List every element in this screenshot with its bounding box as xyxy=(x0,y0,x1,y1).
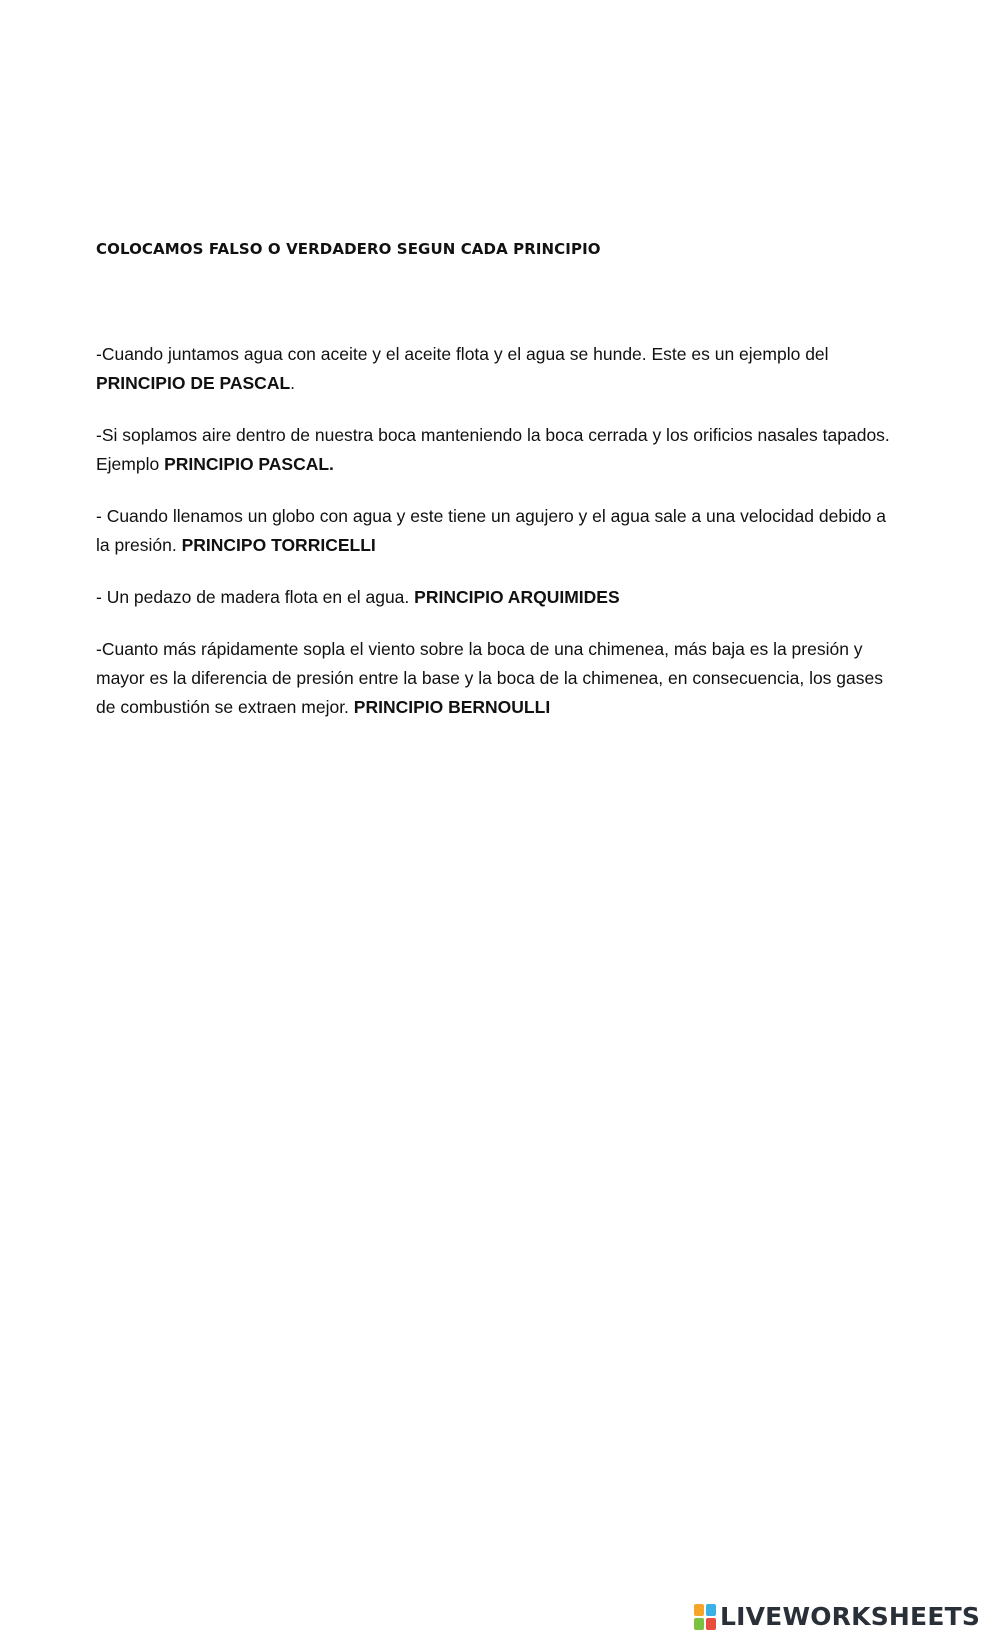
statement-4 xyxy=(96,583,896,612)
logo-block-v xyxy=(694,1618,704,1630)
logo-wordmark: LIVEWORKSHEETS xyxy=(720,1602,981,1631)
logo-block-i xyxy=(706,1604,716,1616)
statement-3 xyxy=(96,502,896,560)
liveworksheets-logo xyxy=(694,1603,980,1631)
statement-list xyxy=(96,340,896,745)
statement-text: -Si soplamos aire dentro de nuestra boca manteniendo la boca cerrada y los orificios nasales tapados. Ejemplo xyxy=(96,425,890,474)
statement-principle: PRINCIPO TORRICELLI xyxy=(181,535,376,555)
logo-block-e xyxy=(706,1618,716,1630)
statement-text: -Cuanto más rápidamente sopla el viento sobre la boca de una chimenea, más baja es la presión y mayor es la diferencia de presión entre la base y la boca de la chimenea, en consecuencia, los gases de combustión se extraen mejor. xyxy=(96,639,883,717)
statement-text: -Cuando juntamos agua con aceite y el aceite flota y el agua se hunde. Este es un ejemplo del xyxy=(96,344,829,364)
statement-principle: PRINCIPIO DE PASCAL xyxy=(96,373,291,393)
statement-5 xyxy=(96,635,896,722)
statement-principle: PRINCIPIO BERNOULLI xyxy=(353,697,551,717)
logo-block-l xyxy=(694,1604,704,1616)
statement-2 xyxy=(96,421,896,479)
statement-suffix: . xyxy=(290,373,296,393)
statement-principle: PRINCIPIO PASCAL. xyxy=(164,454,334,474)
statement-text: - Cuando llenamos un globo con agua y este tiene un agujero y el agua sale a una velocidad debido a la presión. xyxy=(96,506,887,555)
statement-principle: PRINCIPIO ARQUIMIDES xyxy=(414,587,620,607)
worksheet-heading: COLOCAMOS FALSO O VERDADERO SEGUN CADA PRINCIPIO xyxy=(96,240,601,258)
statement-text: - Un pedazo de madera flota en el agua. xyxy=(96,587,415,607)
statement-1 xyxy=(96,340,896,398)
logo-mark-icon xyxy=(694,1604,716,1630)
